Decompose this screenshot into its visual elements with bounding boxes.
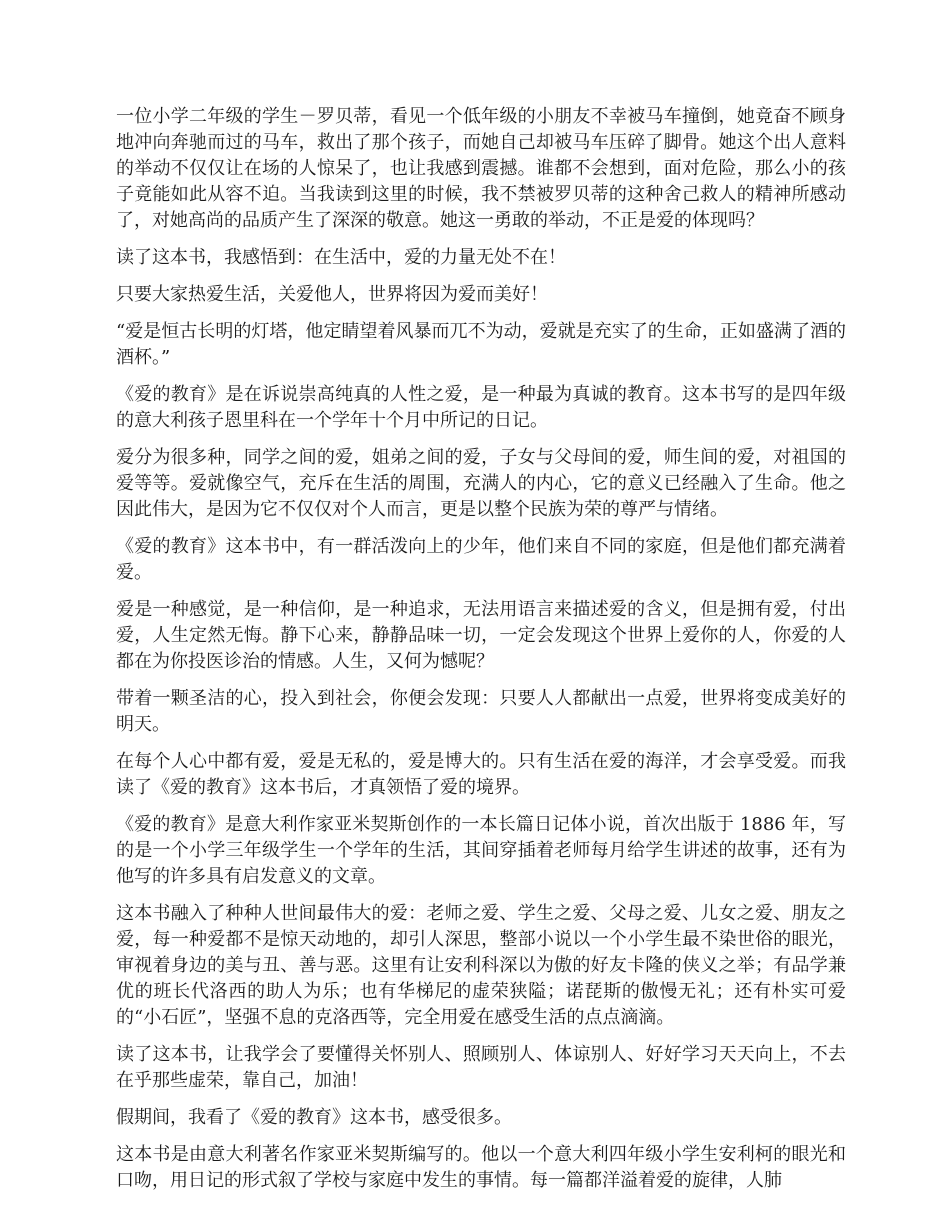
paragraph-14: 假期间，我看了《爱的教育》这本书，感受很多。 (116, 1107, 512, 1128)
paragraph-15: 这本书是由意大利著名作家亚米契斯编写的。他以一个意大利四年级小学生安利柯的眼光和口吻，用日记的形式叙了学校与家庭中发生的事情。每一篇都洋溢着爱的旋律，人肺 (116, 1144, 846, 1191)
paragraph-12: 这本书融入了种种人世间最伟大的爱：老师之爱、学生之爱、父母之爱、儿女之爱、朋友之爱，每一种爱都不是惊天动地的，却引人深思，整部小说以一个小学生最不染世俗的眼光，审视着身边的美与丑、善与恶。这里有让安利科深以为傲的好友卡隆的侠义之举；有品学兼优的班长代洛西的助人为乐；也有华梯尼的虚荣狭隘；诺琵斯的傲慢无礼；还有朴实可爱的“小石匠”，坚强不息的克洛西等，完全用爱在感受生活的点点滴滴。 (116, 903, 846, 1028)
paragraph-6: 爱分为很多种，同学之间的爱，姐弟之间的爱，子女与父母间的爱，师生间的爱，对祖国的爱等等。爱就像空气，充斥在生活的周围，充满人的内心，它的意义已经融入了生命。他之因此伟大，是因为它不仅仅对个人而言，更是以整个民族为荣的尊严与情绪。 (116, 447, 846, 520)
document-body (116, 104, 846, 1205)
paragraph-10: 在每个人心中都有爱，爱是无私的，爱是博大的。只有生活在爱的海洋，才会享受爱。而我读了《爱的教育》这本书后，才真领悟了爱的境界。 (116, 751, 846, 798)
paragraph-1: 一位小学二年级的学生－罗贝蒂，看见一个低年级的小朋友不幸被马车撞倒，她竟奋不顾身地冲向奔驰而过的马车，救出了那个孩子，而她自己却被马车压碎了脚骨。她这个出人意料的举动不仅仅让在场的人惊呆了，也让我感到震撼。谁都不会想到，面对危险，那么小的孩子竟能如此从容不迫。当我读到这里的时候，我不禁被罗贝蒂的这种舍己救人的精神所感动了，对她高尚的品质产生了深深的敬意。她这一勇敢的举动，不正是爱的体现吗？ (116, 106, 846, 231)
paragraph-2: 读了这本书，我感悟到：在生活中，爱的力量无处不在！ (116, 247, 566, 268)
paragraph-8: 爱是一种感觉，是一种信仰，是一种追求，无法用语言来描述爱的含义，但是拥有爱，付出爱，人生定然无悔。静下心来，静静品味一切，一定会发现这个世界上爱你的人，你爱的人都在为你投医诊治的情感。人生，又何为憾呢？ (116, 599, 846, 672)
paragraph-11: 《爱的教育》是意大利作家亚米契斯创作的一本长篇日记体小说，首次出版于 1886 年，写的是一个小学三年级学生一个学年的生活，其间穿插着老师每月给学生讲述的故事，还有为他写的许多具有启发意义的文章。 (116, 814, 846, 887)
paragraph-7: 《爱的教育》这本书中，有一群活泼向上的少年，他们来自不同的家庭，但是他们都充满着爱。 (116, 536, 846, 583)
paragraph-13: 读了这本书，让我学会了要懂得关怀别人、照顾别人、体谅别人、好好学习天天向上，不去在乎那些虚荣，靠自己，加油！ (116, 1044, 846, 1091)
paragraph-9: 带着一颗圣洁的心，投入到社会，你便会发现：只要人人都献出一点爱，世界将变成美好的明天。 (116, 688, 846, 735)
paragraph-4: “爱是恒古长明的灯塔，他定睛望着风暴而兀不为动，爱就是充实了的生命，正如盛满了酒的酒杯。” (116, 321, 846, 368)
paragraph-3: 只要大家热爱生活，关爱他人，世界将因为爱而美好！ (116, 284, 548, 305)
paragraph-5: 《爱的教育》是在诉说崇高纯真的人性之爱，是一种最为真诚的教育。这本书写的是四年级的意大利孩子恩里科在一个学年十个月中所记的日记。 (116, 384, 846, 431)
